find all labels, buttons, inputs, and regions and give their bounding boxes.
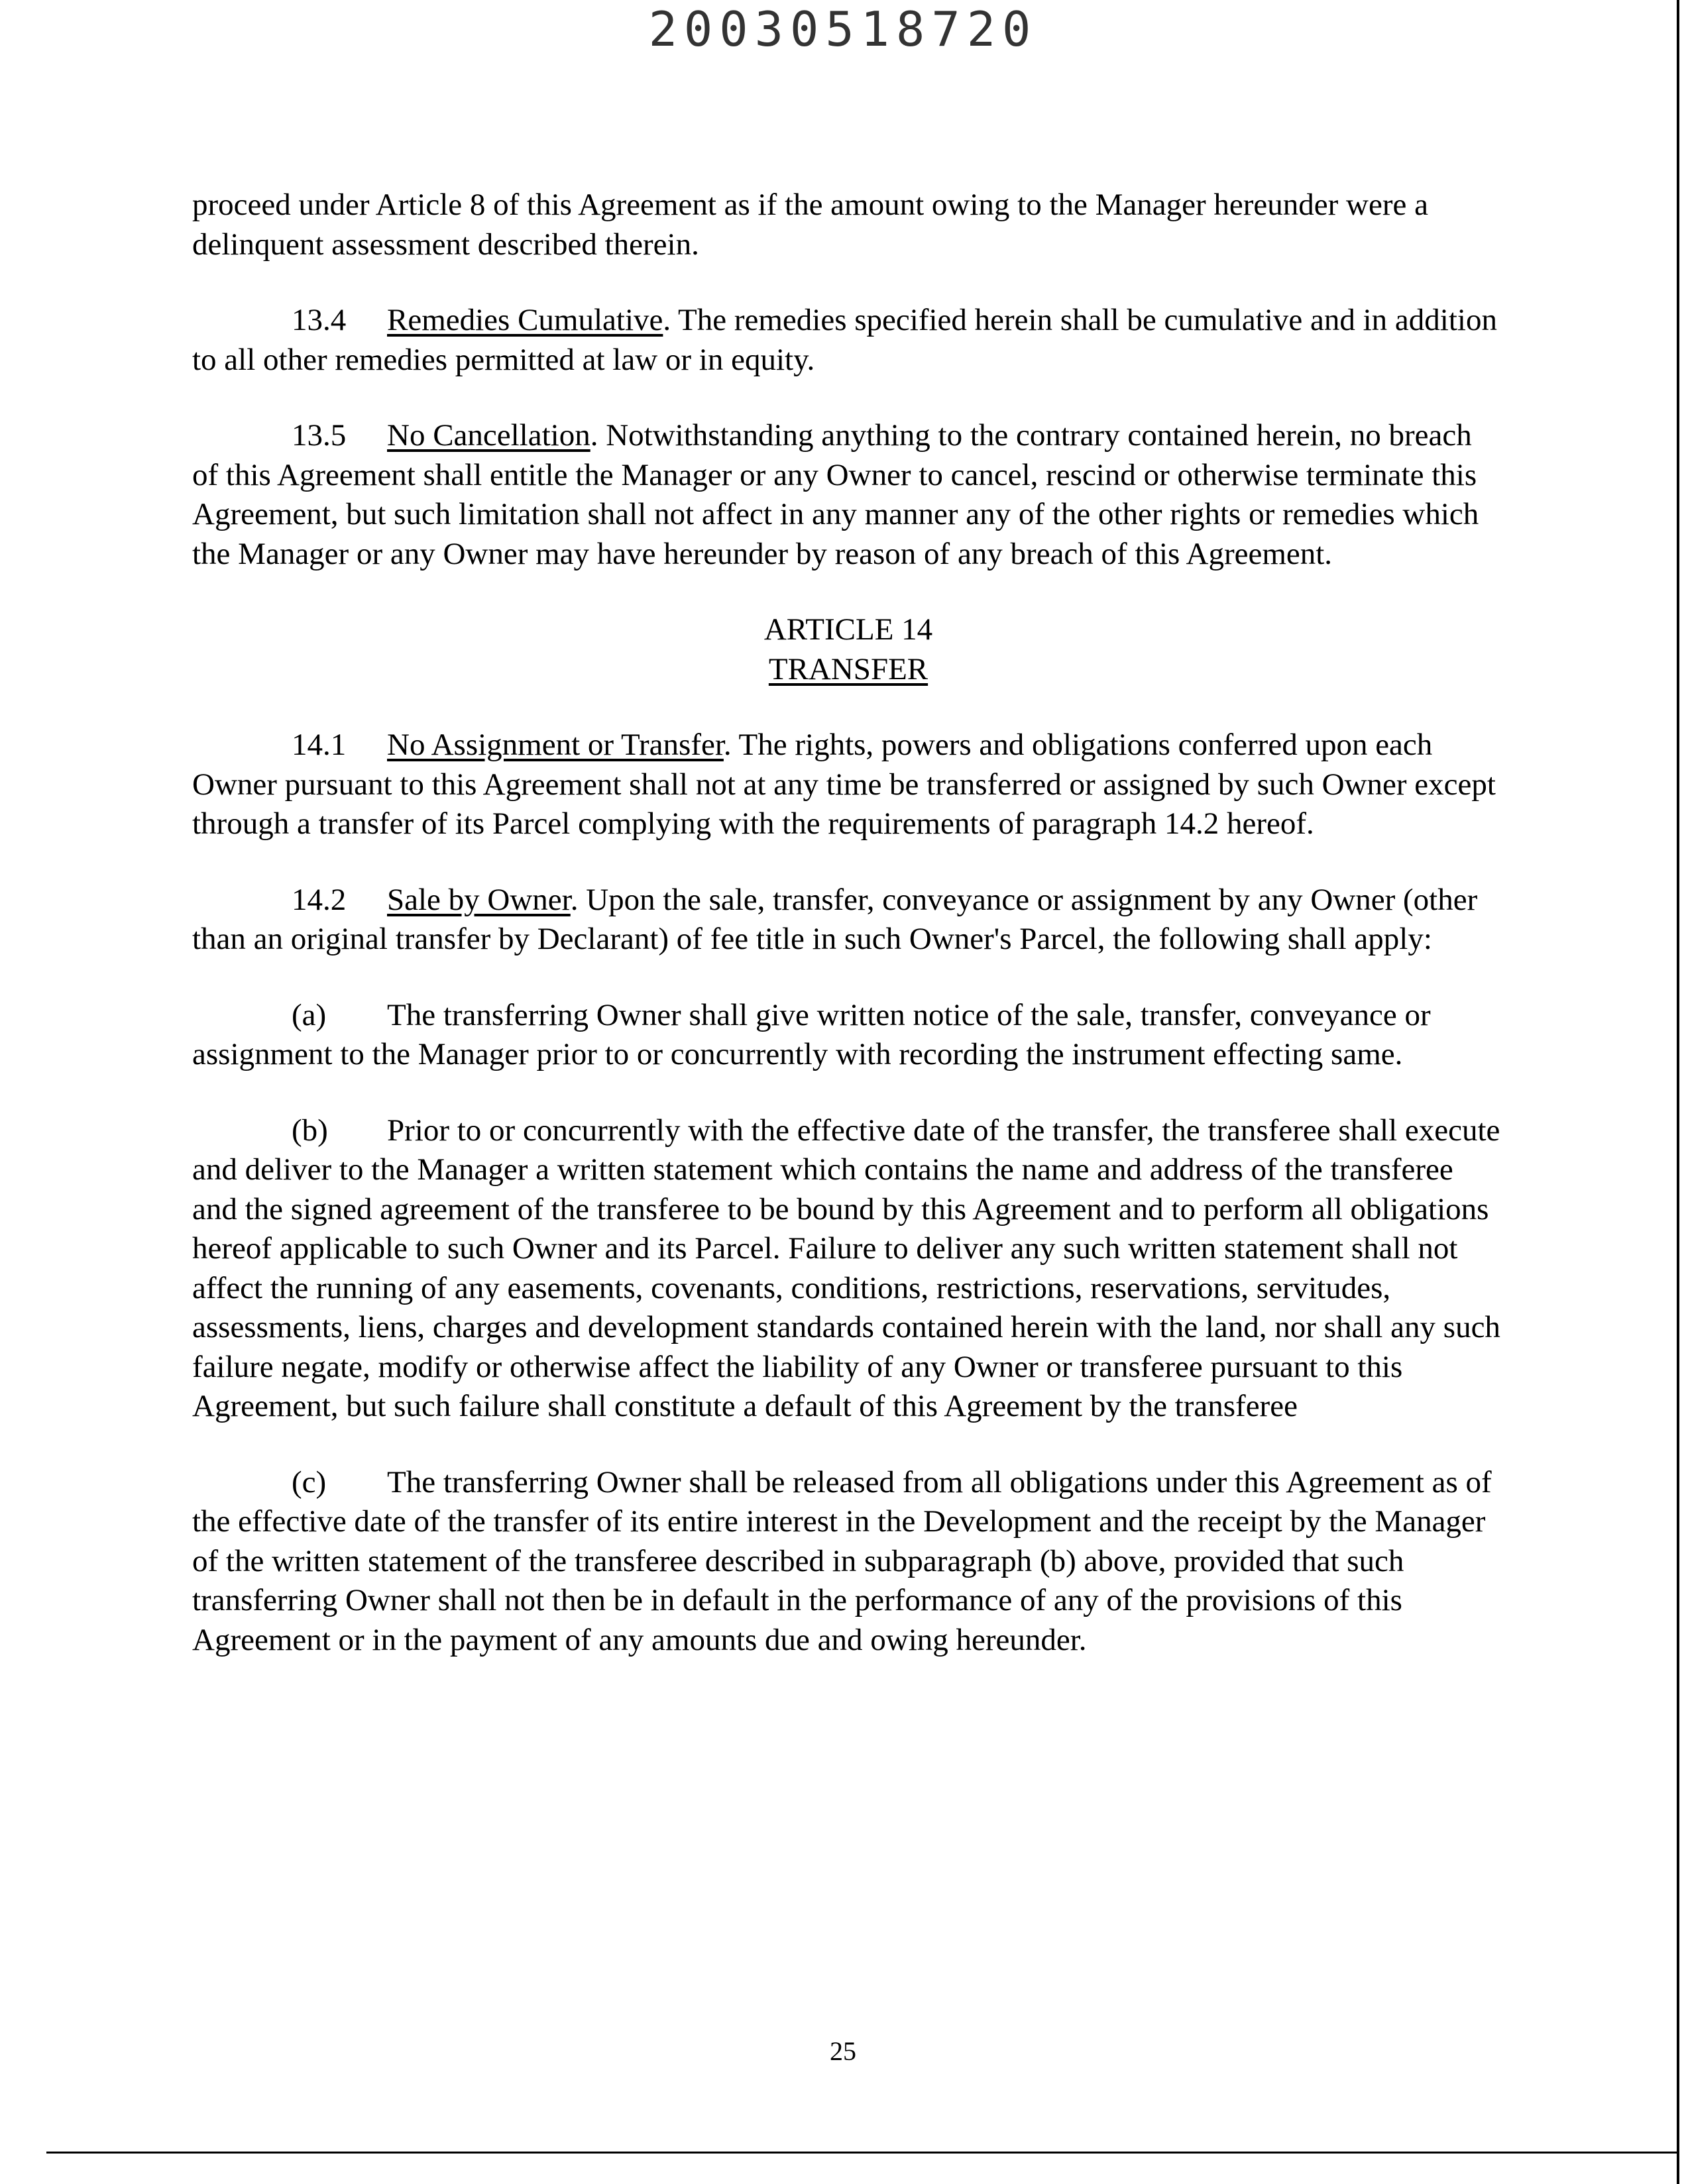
section-title: Remedies Cumulative xyxy=(387,303,663,337)
section-title: No Assignment or Transfer xyxy=(387,728,724,762)
subparagraph-label: (c) xyxy=(292,1464,327,1500)
section-text: . Upon the sale, transfer, conveyance or assignment by any Owner (other than an original transfer by Declarant) of fee title in such Owner's Parcel, the following shall apply: xyxy=(192,882,1478,956)
section-title: No Cancellation xyxy=(387,418,590,453)
page-number: 25 xyxy=(830,2036,856,2066)
section-number: 13.5 xyxy=(292,418,347,453)
section-number: 14.1 xyxy=(292,728,347,762)
section-14-2 xyxy=(192,881,1504,959)
section-text: . Notwithstanding anything to the contrary contained herein, no breach of this Agreement shall entitle the Manager or any Owner to cancel, rescind or otherwise terminate this Agreement, but such limitation shall not affect in any manner any of the other rights or remedies which the Manager or any Owner may have hereunder by reason of any breach of this Agreement. xyxy=(192,418,1479,571)
subparagraph-label: (a) xyxy=(292,997,327,1032)
section-13-5 xyxy=(192,416,1504,574)
subparagraph-label: (b) xyxy=(292,1113,328,1148)
bottom-page-border xyxy=(46,2152,1679,2154)
section-title: Sale by Owner xyxy=(387,882,571,917)
section-text: . The remedies specified herein shall be cumulative and in addition to all other remedies permitted at law or in equity. xyxy=(192,303,1497,377)
subparagraph-text: The transferring Owner shall give written notice of the sale, transfer, conveyance or assignment to the Manager prior to or concurrently with recording the instrument effecting same. xyxy=(192,997,1431,1071)
subparagraph-text: The transferring Owner shall be released from all obligations under this Agreement as of the effective date of the transfer of its entire interest in the Development and the receipt by the Manager of the written statement of the transferee described in subparagraph (b) above, provided that such transferring Owner shall not then be in default in the performance of any of the provisions of this Agreement or in the payment of any amounts due and owing hereunder. xyxy=(192,1464,1492,1657)
article-title: TRANSFER xyxy=(768,651,928,686)
article-heading xyxy=(192,610,1504,689)
document-number: 20030518720 xyxy=(648,1,1038,57)
subparagraph-text: Prior to or concurrently with the effective date of the transfer, the transferee shall execute and deliver to the Manager a written statement which contains the name and address of the transferee and the signed agreement of the transferee to be bound by this Agreement and to perform all obligations hereof applicable to such Owner and its Parcel. Failure to deliver any such written statement shall not affect the running of any easements, covenants, conditions, restrictions, reservations, servitudes, assessments, liens, charges and development standards contained herein with the land, nor shall any such failure negate, modify or otherwise affect the liability of any Owner or transferee pursuant to this Agreement, but such failure shall constitute a default of this Agreement by the transferee xyxy=(192,1113,1500,1423)
article-label: ARTICLE 14 xyxy=(763,612,933,647)
paragraph-continuation: proceed under Article 8 of this Agreement as if the amount owing to the Manager hereunder were a delinquent assessment described therein. xyxy=(192,188,1428,262)
subparagraph-c xyxy=(192,1463,1504,1661)
section-text: . The rights, powers and obligations conferred upon each Owner pursuant to this Agreement shall not at any time be transferred or assigned by such Owner except through a transfer of its Parcel complying with the requirements of paragraph 14.2 hereof. xyxy=(192,728,1496,841)
document-body xyxy=(192,186,1504,1696)
subparagraph-a xyxy=(192,996,1504,1075)
section-number: 14.2 xyxy=(292,882,347,917)
right-page-border xyxy=(1677,0,1679,2184)
section-14-1 xyxy=(192,726,1504,844)
section-number: 13.4 xyxy=(292,303,347,337)
subparagraph-b xyxy=(192,1111,1504,1427)
section-13-4 xyxy=(192,301,1504,380)
